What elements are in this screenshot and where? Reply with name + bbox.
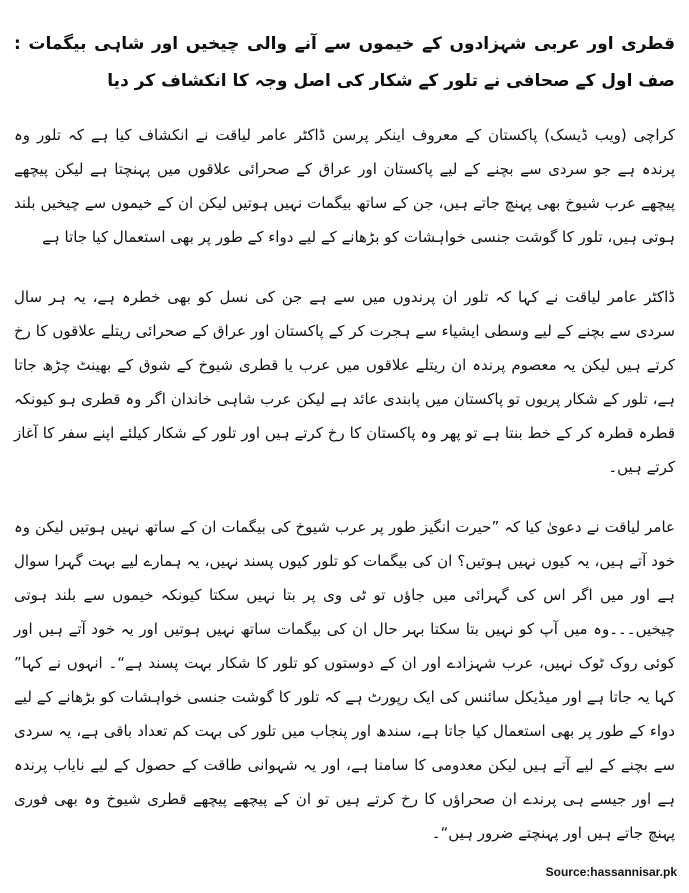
article-paragraph-1: کراچی (ویب ڈیسک) پاکستان کے معروف اینکر پرسن ڈاکٹر عامر لیاقت نے انکشاف کیا ہے کہ تلور وہ پرندہ ہے جو سردی سے بچنے کے لیے پاکستان اور عراق کے صحرائی علاقوں میں پہنچتا ہے لیکن پیچھے پیچھے عرب شیوخ بھی پہنچ جاتے ہیں، جن کے ساتھ بیگمات نہیں ہوتیں لیکن ان کے خیموں سے چیخیں بلند ہوتی ہیں، تلور کا گوشت جنسی خواہشات کو بڑھانے کے لیے دواء کے طور پر بھی استعمال کیا جاتا ہے xyxy=(14,126,675,246)
article xyxy=(14,26,675,850)
article-headline: قطری اور عربی شہزادوں کے خیموں سے آنے والی چیخیں اور شاہی بیگمات : صف اول کے صحافی نے تلور کے شکار کی اصل وجہ کا انکشاف کر دیا xyxy=(14,34,675,91)
article-paragraph-3: عامر لیاقت نے دعویٰ کیا کہ ”حیرت انگیز طور پر عرب شیوخ کی بیگمات ان کے ساتھ نہیں ہوتیں لیکن وہ خود آتے ہیں، یہ کیوں نہیں ہوتیں؟ ان کی بیگمات کو تلور کیوں پسند نہیں، یہ ہمارے لیے بہت گہرا سوال ہے اور میں اگر اس کی گہرائی میں جاؤں تو ٹی وی پر بتا نہیں سکتا کیونکہ خیموں سے بلند ہوتی چیخیں۔۔۔وہ میں آپ کو نہیں بتا سکتا بہر حال ان کی بیگمات ساتھ نہیں ہوتیں اور یہ خود آتے ہیں اور کوئی روک ٹوک نہیں، عرب شہزادے اور ان کے دوستوں کو تلور کا شکار بہت پسند ہے“۔ انہوں نے کہا” کہا یہ جاتا ہے اور میڈیکل سائنس کی ایک رپورٹ ہے کہ تلور کا گوشت جنسی خواہشات کو بڑھانے کے لیے دواء کے طور پر بھی استعمال کیا جاتا ہے، سندھ اور پنجاب میں تلور کی بہت کم تعداد باقی ہے، یہ سردی سے بچنے کے لیے آتے ہیں لیکن معدومی کا سامنا ہے، اور یہ شہوانی طاقت کے حصول کے لیے نایاب پرندہ ہے اور جیسے ہی پرندے ان صحراؤں کا رخ کرتے ہیں تو ان کے پیچھے پیچھے قطری شیوخ وہ بھی فوری پہنچ جاتے ہیں اور پہنچتے ضرور ہیں“۔ xyxy=(14,518,675,842)
article-paragraph-2: ڈاکٹر عامر لیاقت نے کہا کہ تلور ان پرندوں میں سے ہے جن کی نسل کو بھی خطرہ ہے، یہ ہر سال سردی سے بچنے کے لیے وسطی ایشیاء سے ہجرت کر کے پاکستان اور عراق کے صحرائی ریتلے علاقوں کا رخ کرتے ہیں لیکن یہ معصوم پرندہ ان ریتلے علاقوں میں عرب یا قطری شیوخ کے شوق کے بھینٹ چڑھ جاتا ہے، تلور کے شکار پریوں تو پاکستان میں پابندی عائد ہے لیکن عرب شاہی خاندان اگر وہ قطری ہو کیونکہ قطرہ قطرہ کر کے خط بنتا ہے تو پھر وہ پاکستان کا رخ کرتے ہیں اور تلور کے شکار کیلئے اپنے سفر کا آغاز کرتے ہیں۔ xyxy=(14,288,675,476)
source-credit: Source:hassannisar.pk xyxy=(545,865,677,879)
